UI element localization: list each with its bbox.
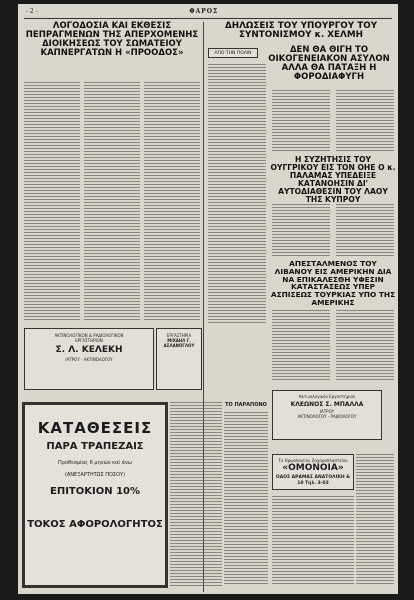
- omonia-line1: Το Ηρωοποιείον Ζαχαροπλαστείον: [278, 458, 348, 463]
- lower-right-body-col2: [336, 310, 394, 382]
- deposits-line1: Προθεσμίας 6 μηνών καί άνω: [58, 460, 132, 466]
- bottom-left-text: [170, 402, 222, 586]
- mpalla-line2: ΑΚΤΙΝΟΛΟΓΟΥ - ΡΑΔΙΟΛΟΓΟΥ: [297, 414, 357, 420]
- bottom-right-small-ads: [356, 454, 394, 586]
- bottom-mid-text: [224, 412, 268, 586]
- header-rule: [24, 18, 392, 19]
- kelekis-line1: ΑΚΤΙΝΟΛΟΓΙΚΟΝ & ΡΑΔΙΟΛΟΓΙΚΟΝ: [54, 333, 124, 338]
- left-article-body-col1: [24, 82, 80, 322]
- omonia-name: «ΟΜΟΝΟΙΑ»: [282, 463, 344, 474]
- ergastirion-line1: ΕΡΓΑΣΤΗΡΙΑ: [166, 333, 192, 338]
- top-right-body-col2: [336, 90, 394, 152]
- newspaper-page: [18, 4, 398, 594]
- lower-right-body-col1: [272, 310, 330, 382]
- deposits-title: ΚΑΤΑΘΕΣΕΙΣ: [37, 419, 153, 437]
- mpalla-name: ΚΛΕΩΝΟΣ Σ. ΜΠΑΛΛΑ: [290, 401, 364, 409]
- deposits-ad: [22, 402, 168, 588]
- omonia-address: ΟΔΟΣ ΔΡΑΜΑΣ ΑΝΑΤΟΛΙΚΗ & 10 Τηλ. 3-03: [275, 474, 351, 486]
- left-article-body-col2: [84, 82, 140, 322]
- page-number: - 2 -: [26, 7, 38, 15]
- newspaper-title: ΦΑΡΟΣ: [189, 7, 219, 15]
- left-article-headline: ΛΟΓΟΔΟΣΙΑ ΚΑΙ ΕΚΘΕΣΙΣ ΠΕΠΡΑΓΜΕΝΩΝ ΤΗΣ ΑΠΕΡΧΟΜΕΝΗΣ ΔΙΟΙΚΗΣΕΩΣ ΤΟΥ ΣΩΜΑΤΕΙΟΥ ΚΑΠΝΕΡΓΑΤΩΝ Η «ΠΡΟΟΔΟΣ»: [25, 21, 199, 58]
- mpalla-ad: [272, 390, 382, 440]
- from-city-label: ΑΠΟ ΤΗΝ ΠΟΛΙΝ: [208, 48, 258, 58]
- deposits-footer: ΤΟΚΟΣ ΑΦΟΡΟΛΟΓΗΤΟΣ: [27, 519, 163, 530]
- middle-right-headline: Η ΣΥΖΗΤΗΣΙΣ ΤΟΥ ΟΥΓΓΡΙΚΟΥ ΕΙΣ ΤΟΝ ΟΗΕ Ο κ. ΠΑΛΑΜΑΣ ΥΠΕΔΕΙΞΕ ΚΑΤΑΝΟΗΣΙΝ ΔΙ' ΑΥΤΟΔΙΑΘΕΣΙΝ ΤΟΥ ΛΑΟΥ ΤΗΣ ΚΥΠΡΟΥ: [270, 155, 396, 204]
- ergastirion-line2: ΜΙΧΑΗΛ Γ. ΑΣΛΑΝΟΓΛΟΥ: [163, 338, 195, 349]
- narrow-column-text: [208, 64, 266, 324]
- deposits-line2: (ΑΝΕΞΑΡΤΗΤΩΣ ΠΟΣΟΥ): [64, 472, 126, 478]
- page-header: [18, 4, 398, 18]
- kelekis-ad: [24, 328, 154, 390]
- top-right-body-col1: [272, 90, 330, 152]
- deposits-subtitle: ΠΑΡΑ ΤΡΑΠΕΖΑΙΣ: [46, 441, 144, 452]
- top-right-subhead: ΔΕΝ ΘΑ ΘΙΓΗ ΤΟ ΟΙΚΟΓΕΝΕΙΑΚΟΝ ΑΣΥΛΟΝ ΑΛΛΑ ΘΑ ΠΑΤΑΞΗ Η ΦΟΡΟΔΙΑΦΥΓΗ: [268, 45, 390, 82]
- mpalla-title: ΙΑΤΡΟΥ: [319, 408, 335, 414]
- middle-right-body-col1: [272, 204, 330, 256]
- kelekis-name: Σ. Λ. ΚΕΛΕΚΗ: [55, 345, 123, 356]
- top-right-headline: ΔΗΛΩΣΕΙΣ ΤΟΥ ΥΠΟΥΡΓΟΥ ΤΟΥ ΣΥΝΤΟΝΙΣΜΟΥ κ. ΧΕΛΜΗ: [224, 21, 378, 41]
- bottom-right-text: [272, 496, 354, 586]
- deposits-rate: ΕΠΙΤΟΚΙΟΝ 10%: [50, 486, 140, 497]
- left-article-body-col3: [144, 82, 200, 322]
- omonia-ad: [272, 454, 354, 490]
- ergastirion-ad: [156, 328, 202, 390]
- bottom-mid-header: ΤΟ ΠΑΡΑΠΟΝΟ: [225, 402, 267, 408]
- mpalla-line1: Ακτινολογικόν Εργαστήριον: [298, 394, 356, 399]
- kelekis-line2: ΕΡΓΑΣΤΗΡΙΟΝ: [75, 338, 103, 344]
- kelekis-title: ΙΑΤΡΟΥ - ΑΚΤΙΝΟΛΟΓΟΥ: [65, 357, 113, 363]
- lower-right-headline: ΑΠΕΣΤΑΛΜΕΝΟΣ ΤΟΥ ΛΙΒΑΝΟΥ ΕΙΣ ΑΜΕΡΙΚΗΝ ΔΙΑ ΝΑ ΕΠΙΚΑΛΕΣΘΗ ΥΦΕΣΙΝ ΚΑΤΑΣΤΑΣΕΩΣ ΥΠΕΡ ΑΣΠΙΣΕΩΣ ΤΟΥΡΚΙΑΣ ΥΠΟ ΤΗΣ ΑΜΕΡΙΚΗΣ: [270, 259, 396, 307]
- middle-right-body-col2: [336, 204, 394, 256]
